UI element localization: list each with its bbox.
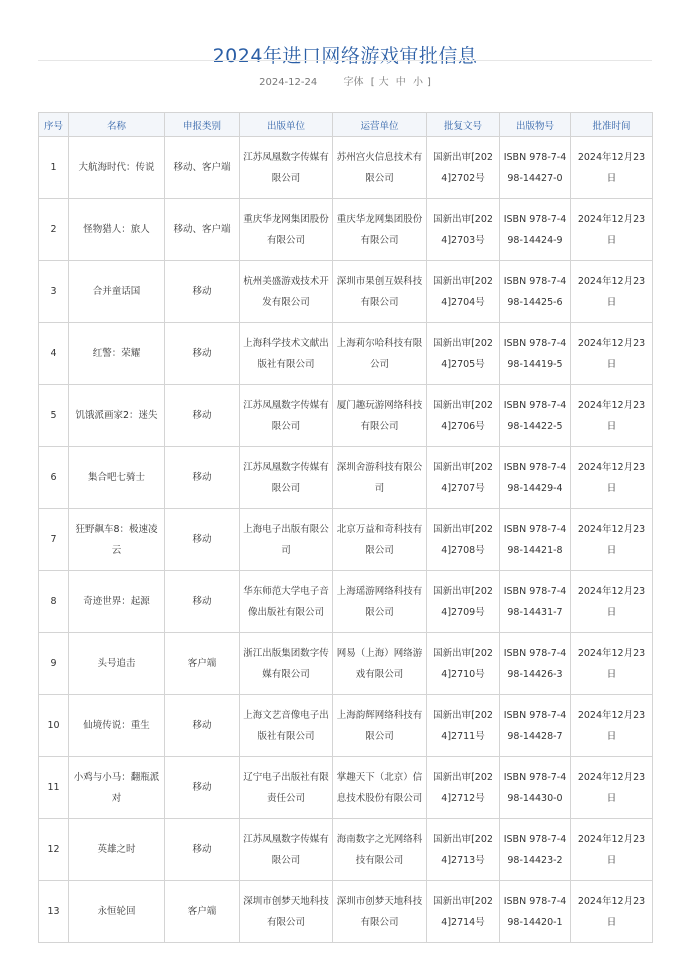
- cell-operator: 网易（上海）网络游戏有限公司: [333, 633, 427, 695]
- cell-category: 移动: [165, 819, 240, 881]
- table-row: [39, 819, 653, 881]
- cell-approval-date: 2024年12月23日: [571, 137, 653, 199]
- table-header-row: [39, 113, 653, 137]
- cell-approval-number: 国新出审[2024]2708号: [427, 509, 500, 571]
- cell-name: 集合吧七骑士: [69, 447, 165, 509]
- header-publisher: 出版单位: [240, 113, 333, 137]
- header-operator: 运营单位: [333, 113, 427, 137]
- cell-name: 奇迹世界：起源: [69, 571, 165, 633]
- cell-index: 7: [39, 509, 69, 571]
- cell-approval-date: 2024年12月23日: [571, 447, 653, 509]
- cell-name: 头号追击: [69, 633, 165, 695]
- font-size-small-link[interactable]: 小: [412, 77, 423, 88]
- cell-operator: 上海莉尔哈科技有限公司: [333, 323, 427, 385]
- cell-approval-date: 2024年12月23日: [571, 881, 653, 943]
- cell-approval-number: 国新出审[2024]2707号: [427, 447, 500, 509]
- cell-publisher: 辽宁电子出版社有限责任公司: [240, 757, 333, 819]
- cell-name: 永恒轮回: [69, 881, 165, 943]
- cell-approval-date: 2024年12月23日: [571, 323, 653, 385]
- header-index: 序号: [39, 113, 69, 137]
- cell-category: 移动、客户端: [165, 199, 240, 261]
- cell-approval-date: 2024年12月23日: [571, 819, 653, 881]
- cell-operator: 厦门趣玩游网络科技有限公司: [333, 385, 427, 447]
- cell-category: 移动: [165, 509, 240, 571]
- table-row: [39, 881, 653, 943]
- title-divider: [38, 60, 652, 61]
- cell-operator: 北京万益和奇科技有限公司: [333, 509, 427, 571]
- cell-category: 移动: [165, 447, 240, 509]
- cell-operator: 深圳市果创互娱科技有限公司: [333, 261, 427, 323]
- cell-publisher: 上海文艺音像电子出版社有限公司: [240, 695, 333, 757]
- cell-isbn: ISBN 978-7-498-14429-4: [500, 447, 571, 509]
- cell-approval-date: 2024年12月23日: [571, 757, 653, 819]
- cell-approval-number: 国新出审[2024]2704号: [427, 261, 500, 323]
- cell-approval-date: 2024年12月23日: [571, 261, 653, 323]
- header-isbn: 出版物号: [500, 113, 571, 137]
- cell-index: 13: [39, 881, 69, 943]
- cell-index: 1: [39, 137, 69, 199]
- font-size-bracket-open: [: [370, 77, 375, 88]
- cell-category: 移动: [165, 323, 240, 385]
- cell-index: 4: [39, 323, 69, 385]
- table-row: [39, 323, 653, 385]
- font-size-large-link[interactable]: 大: [378, 77, 389, 88]
- article-meta: [0, 73, 690, 88]
- cell-category: 移动: [165, 571, 240, 633]
- cell-publisher: 杭州美盛游戏技术开发有限公司: [240, 261, 333, 323]
- cell-approval-number: 国新出审[2024]2709号: [427, 571, 500, 633]
- cell-category: 移动: [165, 385, 240, 447]
- cell-approval-date: 2024年12月23日: [571, 695, 653, 757]
- table-row: [39, 633, 653, 695]
- cell-approval-number: 国新出审[2024]2713号: [427, 819, 500, 881]
- cell-index: 12: [39, 819, 69, 881]
- cell-publisher: 上海电子出版有限公司: [240, 509, 333, 571]
- publish-date: 2024-12-24: [259, 77, 318, 88]
- cell-publisher: 江苏凤凰数字传媒有限公司: [240, 447, 333, 509]
- cell-name: 仙境传说：重生: [69, 695, 165, 757]
- cell-name: 怪物猎人：旅人: [69, 199, 165, 261]
- cell-isbn: ISBN 978-7-498-14427-0: [500, 137, 571, 199]
- cell-name: 英雄之时: [69, 819, 165, 881]
- table-row: [39, 571, 653, 633]
- cell-operator: 苏州宫火信息技术有限公司: [333, 137, 427, 199]
- cell-approval-number: 国新出审[2024]2712号: [427, 757, 500, 819]
- cell-name: 红警：荣耀: [69, 323, 165, 385]
- header-name: 名称: [69, 113, 165, 137]
- table-row: [39, 447, 653, 509]
- table-row: [39, 509, 653, 571]
- cell-publisher: 江苏凤凰数字传媒有限公司: [240, 137, 333, 199]
- cell-category: 移动: [165, 261, 240, 323]
- cell-index: 6: [39, 447, 69, 509]
- cell-name: 小鸡与小马：翻瓶派对: [69, 757, 165, 819]
- cell-index: 8: [39, 571, 69, 633]
- cell-name: 合并童话国: [69, 261, 165, 323]
- cell-approval-date: 2024年12月23日: [571, 571, 653, 633]
- font-size-label: 字体: [343, 77, 364, 88]
- cell-isbn: ISBN 978-7-498-14431-7: [500, 571, 571, 633]
- cell-approval-date: 2024年12月23日: [571, 199, 653, 261]
- cell-publisher: 华东师范大学电子音像出版社有限公司: [240, 571, 333, 633]
- table-row: [39, 695, 653, 757]
- cell-isbn: ISBN 978-7-498-14423-2: [500, 819, 571, 881]
- cell-isbn: ISBN 978-7-498-14428-7: [500, 695, 571, 757]
- cell-name: 狂野飙车8：极速凌云: [69, 509, 165, 571]
- table-row: [39, 261, 653, 323]
- cell-isbn: ISBN 978-7-498-14424-9: [500, 199, 571, 261]
- cell-approval-number: 国新出审[2024]2702号: [427, 137, 500, 199]
- cell-approval-number: 国新出审[2024]2703号: [427, 199, 500, 261]
- cell-publisher: 浙江出版集团数字传媒有限公司: [240, 633, 333, 695]
- cell-index: 10: [39, 695, 69, 757]
- cell-isbn: ISBN 978-7-498-14425-6: [500, 261, 571, 323]
- cell-approval-number: 国新出审[2024]2711号: [427, 695, 500, 757]
- cell-publisher: 江苏凤凰数字传媒有限公司: [240, 819, 333, 881]
- font-size-medium-link[interactable]: 中: [395, 77, 406, 88]
- cell-approval-date: 2024年12月23日: [571, 633, 653, 695]
- cell-operator: 海南数字之光网络科技有限公司: [333, 819, 427, 881]
- cell-name: 饥饿派画家2：迷失: [69, 385, 165, 447]
- cell-index: 3: [39, 261, 69, 323]
- cell-index: 2: [39, 199, 69, 261]
- cell-approval-number: 国新出审[2024]2714号: [427, 881, 500, 943]
- cell-category: 客户端: [165, 633, 240, 695]
- cell-operator: 上海瑶游网络科技有限公司: [333, 571, 427, 633]
- cell-publisher: 上海科学技术文献出版社有限公司: [240, 323, 333, 385]
- cell-category: 移动、客户端: [165, 137, 240, 199]
- cell-isbn: ISBN 978-7-498-14430-0: [500, 757, 571, 819]
- cell-publisher: 重庆华龙网集团股份有限公司: [240, 199, 333, 261]
- cell-approval-date: 2024年12月23日: [571, 509, 653, 571]
- cell-index: 9: [39, 633, 69, 695]
- cell-operator: 深圳市创梦天地科技有限公司: [333, 881, 427, 943]
- cell-operator: 上海韵辉网络科技有限公司: [333, 695, 427, 757]
- cell-name: 大航海时代：传说: [69, 137, 165, 199]
- cell-approval-number: 国新出审[2024]2706号: [427, 385, 500, 447]
- cell-isbn: ISBN 978-7-498-14421-8: [500, 509, 571, 571]
- cell-publisher: 深圳市创梦天地科技有限公司: [240, 881, 333, 943]
- cell-category: 客户端: [165, 881, 240, 943]
- cell-approval-number: 国新出审[2024]2710号: [427, 633, 500, 695]
- table-row: [39, 757, 653, 819]
- cell-operator: 深圳舍游科技有限公司: [333, 447, 427, 509]
- cell-category: 移动: [165, 757, 240, 819]
- cell-publisher: 江苏凤凰数字传媒有限公司: [240, 385, 333, 447]
- header-approval-number: 批复文号: [427, 113, 500, 137]
- page-title: 2024年进口网络游戏审批信息: [212, 44, 478, 67]
- header-category: 申报类别: [165, 113, 240, 137]
- cell-category: 移动: [165, 695, 240, 757]
- cell-isbn: ISBN 978-7-498-14420-1: [500, 881, 571, 943]
- cell-approval-number: 国新出审[2024]2705号: [427, 323, 500, 385]
- table-row: [39, 385, 653, 447]
- cell-index: 11: [39, 757, 69, 819]
- cell-isbn: ISBN 978-7-498-14419-5: [500, 323, 571, 385]
- font-size-bracket-close: ]: [426, 77, 431, 88]
- table-row: [39, 137, 653, 199]
- cell-isbn: ISBN 978-7-498-14426-3: [500, 633, 571, 695]
- cell-operator: 重庆华龙网集团股份有限公司: [333, 199, 427, 261]
- header-approval-date: 批准时间: [571, 113, 653, 137]
- approval-table: [38, 112, 653, 943]
- cell-isbn: ISBN 978-7-498-14422-5: [500, 385, 571, 447]
- table-row: [39, 199, 653, 261]
- cell-index: 5: [39, 385, 69, 447]
- cell-approval-date: 2024年12月23日: [571, 385, 653, 447]
- cell-operator: 掌趣天下（北京）信息技术股份有限公司: [333, 757, 427, 819]
